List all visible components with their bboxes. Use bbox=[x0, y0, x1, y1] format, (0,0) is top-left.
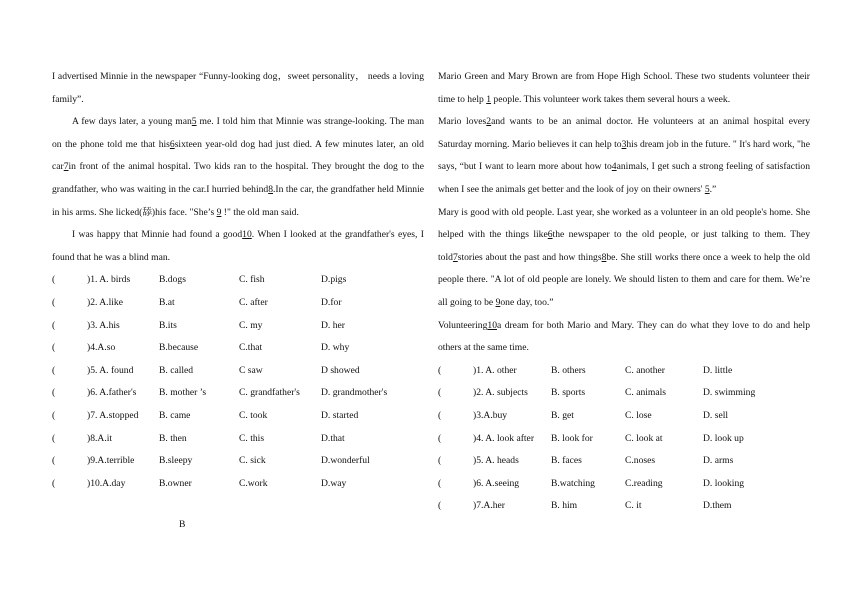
question-option-c: C. animals bbox=[625, 387, 667, 399]
question-option-b: B.owner bbox=[159, 477, 192, 489]
question-paren: ( bbox=[438, 432, 442, 444]
right-paragraph-2 bbox=[438, 111, 810, 201]
question-option-d: D.way bbox=[321, 477, 347, 489]
question-paren: ( bbox=[438, 409, 442, 421]
question-paren: ( bbox=[52, 455, 56, 467]
question-option-d: D. her bbox=[321, 319, 345, 331]
question-row bbox=[52, 269, 424, 292]
left-paragraph-3 bbox=[52, 224, 424, 269]
question-row bbox=[438, 450, 810, 473]
right-paragraph-3 bbox=[438, 202, 810, 315]
question-option-d: D. look up bbox=[703, 432, 744, 444]
question-option-a: )4. A. look after bbox=[473, 432, 535, 444]
question-option-c: C.noses bbox=[625, 455, 656, 467]
question-option-d: D.them bbox=[703, 500, 732, 512]
question-option-d: D. little bbox=[703, 364, 733, 376]
left-paragraph-2 bbox=[52, 111, 424, 224]
text: Volunteering bbox=[438, 319, 488, 331]
text: be. She still works there once a week to help the old people there. "A lot of old people are lonely. We should listen to them and care for them. We’re all going to be bbox=[438, 251, 810, 308]
question-option-b: B. sports bbox=[551, 387, 586, 399]
question-paren: ( bbox=[52, 387, 56, 399]
blank-5: 5 bbox=[704, 183, 710, 195]
question-row bbox=[52, 450, 424, 473]
question-option-a: )9.A.terrible bbox=[87, 455, 135, 467]
blank-6: 6 bbox=[169, 138, 175, 150]
blank-10: 10 bbox=[487, 319, 497, 331]
question-option-c: C. this bbox=[239, 432, 265, 444]
text: and wants to be an animal doctor. He volunteers at an animal hospital every Saturday morning. Mario believes it can help to bbox=[438, 116, 810, 150]
question-option-b: B. faces bbox=[551, 455, 582, 467]
question-option-c: C.that bbox=[239, 342, 263, 354]
question-paren: ( bbox=[438, 387, 442, 399]
question-option-b: B. then bbox=[159, 432, 187, 444]
question-paren: ( bbox=[52, 296, 56, 308]
text: A few days later, a young man bbox=[72, 116, 192, 128]
trailing-letter: B bbox=[179, 519, 186, 530]
blank-5: 5 bbox=[191, 116, 197, 128]
question-option-c: C. after bbox=[239, 296, 268, 308]
question-paren: ( bbox=[438, 477, 442, 489]
question-paren: ( bbox=[52, 364, 56, 376]
question-option-d: D showed bbox=[321, 364, 360, 376]
question-option-d: D. swimming bbox=[703, 387, 756, 399]
question-option-b: B.its bbox=[159, 319, 177, 331]
question-option-d: D. grandmother's bbox=[321, 387, 388, 399]
question-paren: ( bbox=[52, 432, 56, 444]
text: I was happy that Minnie had found a good bbox=[72, 229, 243, 241]
question-paren: ( bbox=[52, 274, 56, 286]
question-option-b: B.sleepy bbox=[159, 455, 193, 467]
blank-4: 4 bbox=[611, 161, 617, 173]
right-paragraph-4 bbox=[438, 315, 810, 360]
text: .In the car, the grandfather held Minnie in his arms. She licked(舔)his face. "She’s bbox=[52, 183, 425, 218]
blank-6: 6 bbox=[547, 229, 553, 241]
blank-7: 7 bbox=[452, 251, 458, 263]
question-option-a: )7. A.stopped bbox=[87, 409, 139, 421]
question-row bbox=[52, 428, 424, 451]
question-option-d: D. sell bbox=[703, 409, 729, 421]
question-option-a: )3. A.his bbox=[87, 319, 120, 331]
question-row bbox=[52, 337, 424, 360]
question-row bbox=[438, 382, 810, 405]
question-option-c: C. another bbox=[625, 364, 665, 376]
question-option-c: C. took bbox=[239, 409, 268, 421]
text: stories about the past and how things bbox=[457, 251, 602, 263]
question-option-b: B. him bbox=[551, 500, 578, 512]
question-option-d: D.pigs bbox=[321, 274, 347, 286]
text: a dream for both Mario and Mary. They can do what they love to do and help others at the same time. bbox=[438, 319, 810, 354]
question-option-a: )6. A.seeing bbox=[473, 477, 520, 489]
question-paren: ( bbox=[52, 342, 56, 354]
blank-7: 7 bbox=[63, 161, 69, 173]
text: animals, I get such a strong feeling of satisfaction when I see the animals get better and the look of joy on their owners' bbox=[438, 161, 810, 195]
question-option-a: )6. A.father's bbox=[87, 387, 137, 399]
text: Mario Green and Mary Brown are from Hope High School. These two students volunteer their time to help bbox=[438, 71, 810, 105]
question-option-d: D. why bbox=[321, 342, 350, 354]
left-question-list bbox=[52, 269, 424, 495]
blank-3: 3 bbox=[621, 138, 627, 150]
question-option-a: )2. A.like bbox=[87, 296, 123, 308]
question-option-d: D.wonderful bbox=[321, 455, 370, 467]
left-paragraph-1: I advertised Minnie in the newspaper “Funny-looking dog，sweet personality， needs a loving family”. bbox=[52, 71, 424, 105]
question-option-c: C.reading bbox=[625, 477, 663, 489]
left-column bbox=[52, 66, 424, 495]
question-paren: ( bbox=[438, 500, 442, 512]
question-option-d: D.for bbox=[321, 296, 342, 308]
question-row bbox=[52, 315, 424, 338]
question-paren: ( bbox=[438, 364, 442, 376]
question-paren: ( bbox=[52, 477, 56, 489]
question-option-c: C. grandfather's bbox=[239, 387, 300, 399]
blank-8: 8 bbox=[601, 251, 607, 263]
question-option-c: C. it bbox=[625, 500, 642, 512]
question-option-a: )2. A. subjects bbox=[473, 387, 528, 399]
text: Mary is good with old people. Last year, she worked as a volunteer in an old people's home. She helped with the things like bbox=[438, 206, 810, 241]
question-option-b: B. mother ’s bbox=[159, 387, 207, 399]
text: .” bbox=[709, 183, 717, 195]
question-option-a: )5. A. found bbox=[87, 364, 134, 376]
question-option-c: C. my bbox=[239, 319, 263, 331]
blank-2: 2 bbox=[486, 116, 492, 128]
question-row bbox=[52, 473, 424, 496]
question-option-b: B. called bbox=[159, 364, 194, 376]
question-row bbox=[52, 405, 424, 428]
blank-9: 9 bbox=[216, 206, 222, 218]
question-option-c: C. fish bbox=[239, 274, 265, 286]
text: the newspaper to the old people, or just talking to them. They told bbox=[438, 229, 810, 263]
question-option-a: )10.A.day bbox=[87, 477, 126, 489]
text: . When I looked at the grandfather's eyes, I found that he was a blind man. bbox=[52, 229, 424, 263]
question-option-d: D.that bbox=[321, 432, 345, 444]
question-option-d: D. started bbox=[321, 409, 359, 421]
question-option-c: C. lose bbox=[625, 409, 652, 421]
question-option-d: D. arms bbox=[703, 455, 734, 467]
text: his dream job in the future. " It's hard work, "he says, “but I want to learn more about how to bbox=[438, 138, 810, 173]
question-row bbox=[438, 473, 810, 496]
blank-10: 10 bbox=[242, 229, 252, 241]
question-row bbox=[52, 382, 424, 405]
blank-1: 1 bbox=[486, 93, 492, 105]
question-option-c: C saw bbox=[239, 364, 263, 376]
question-option-b: B. get bbox=[551, 409, 574, 421]
question-option-b: B.watching bbox=[551, 477, 595, 489]
blank-9: 9 bbox=[495, 296, 501, 308]
right-question-list bbox=[438, 360, 810, 518]
question-option-a: )7.A.her bbox=[473, 500, 505, 512]
question-row bbox=[52, 292, 424, 315]
question-option-b: B. came bbox=[159, 409, 191, 421]
question-row bbox=[438, 495, 810, 518]
text: !" the old man said. bbox=[221, 206, 299, 218]
blank-8: 8 bbox=[268, 183, 274, 195]
text: Mario loves bbox=[438, 116, 487, 128]
question-option-c: C.work bbox=[239, 477, 268, 489]
question-option-b: B.because bbox=[159, 342, 199, 354]
text: sixteen year-old dog had just died. A few minutes later, an old car bbox=[52, 138, 424, 173]
text: in front of the animal hospital. Two kids ran to the hospital. They brought the dog to the grandfather, who was waiting in the car.I hurried behind bbox=[52, 161, 424, 195]
question-option-b: B.dogs bbox=[159, 274, 186, 286]
question-paren: ( bbox=[52, 319, 56, 331]
right-paragraph-1 bbox=[438, 66, 810, 111]
question-paren: ( bbox=[438, 455, 442, 467]
question-option-b: B. others bbox=[551, 364, 586, 376]
text: people. This volunteer work takes them several hours a week. bbox=[491, 93, 731, 105]
question-row bbox=[52, 360, 424, 383]
question-row bbox=[438, 428, 810, 451]
question-row bbox=[438, 405, 810, 428]
question-paren: ( bbox=[52, 409, 56, 421]
question-option-a: )1. A. birds bbox=[87, 274, 131, 286]
question-option-b: B. look for bbox=[551, 432, 593, 444]
question-option-a: )3.A.buy bbox=[473, 409, 508, 421]
question-option-a: )4.A.so bbox=[87, 342, 116, 354]
text: me. I told him that Minnie was strange-looking. The man on the phone told me that his bbox=[52, 116, 424, 150]
question-option-c: C. look at bbox=[625, 432, 663, 444]
question-option-a: )8.A.it bbox=[87, 432, 113, 444]
question-option-c: C. sick bbox=[239, 455, 266, 467]
question-option-a: )5. A. heads bbox=[473, 455, 519, 467]
question-option-a: )1. A. other bbox=[473, 364, 517, 376]
question-row bbox=[438, 360, 810, 383]
question-option-d: D. looking bbox=[703, 477, 745, 489]
text: one day, too.” bbox=[500, 296, 554, 308]
right-column bbox=[438, 66, 810, 518]
question-option-b: B.at bbox=[159, 296, 175, 308]
